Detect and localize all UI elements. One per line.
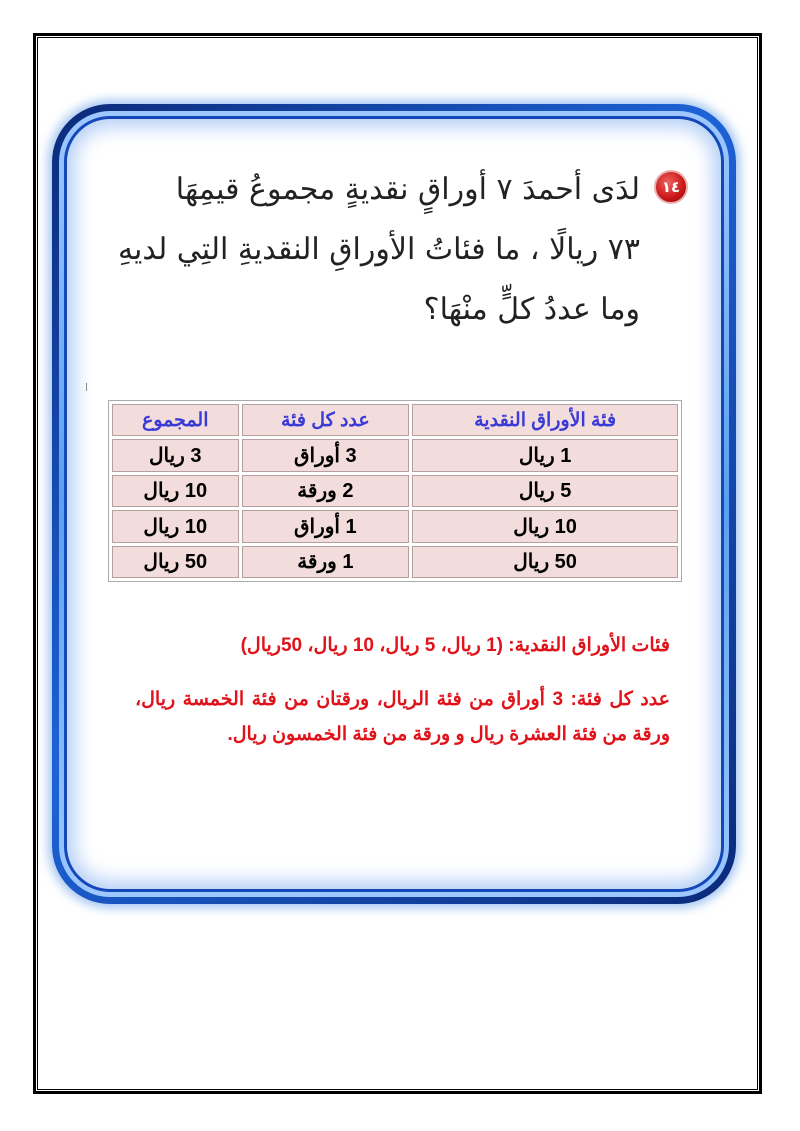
cell-total: 50 ريال (112, 546, 239, 578)
table-row (112, 439, 678, 471)
cell-denomination: 5 ريال (412, 475, 678, 507)
cell-total: 3 ريال (112, 439, 239, 471)
cell-total: 10 ريال (112, 510, 239, 542)
table-header-row (112, 404, 678, 436)
answer-counts: عدد كل فئة: 3 أوراق من فئة الريال، ورقتان من فئة الخمسة ريال، ورقة من فئة العشرة ريال و ورقة من فئة الخمسون ريال. (135, 689, 671, 745)
problem-statement (117, 160, 640, 340)
denominations-table (108, 400, 682, 582)
cell-count: 3 أوراق (242, 439, 410, 471)
cell-count: 1 ورقة (242, 546, 410, 578)
margin-mark (86, 383, 87, 391)
problem-line: ٧٣ ريالًا ، ما فئاتُ الأوراقِ النقديةِ التِي لديهِ (117, 232, 640, 267)
header-total: المجموع (112, 404, 239, 436)
answer-denominations: فئات الأوراق النقدية: (1 ريال، 5 ريال، 10 ريال، 50ريال) (240, 635, 670, 656)
cell-denomination: 1 ريال (412, 439, 678, 471)
problem-line: لدَى أحمدَ ٧ أوراقٍ نقديةٍ مجموعُ قيمِهَا (175, 172, 640, 207)
question-number-badge: ١٤ (654, 170, 688, 204)
header-count: عدد كل فئة (242, 404, 410, 436)
cell-count: 2 ورقة (242, 475, 410, 507)
header-denomination: فئة الأوراق النقدية (412, 404, 678, 436)
cell-count: 1 أوراق (242, 510, 410, 542)
cell-total: 10 ريال (112, 475, 239, 507)
table-row (112, 546, 678, 578)
cell-denomination: 10 ريال (412, 510, 678, 542)
problem-line: وما عددُ كلٍّ منْهَا؟ (423, 292, 640, 327)
table-row (112, 475, 678, 507)
table-row (112, 510, 678, 542)
cell-denomination: 50 ريال (412, 546, 678, 578)
